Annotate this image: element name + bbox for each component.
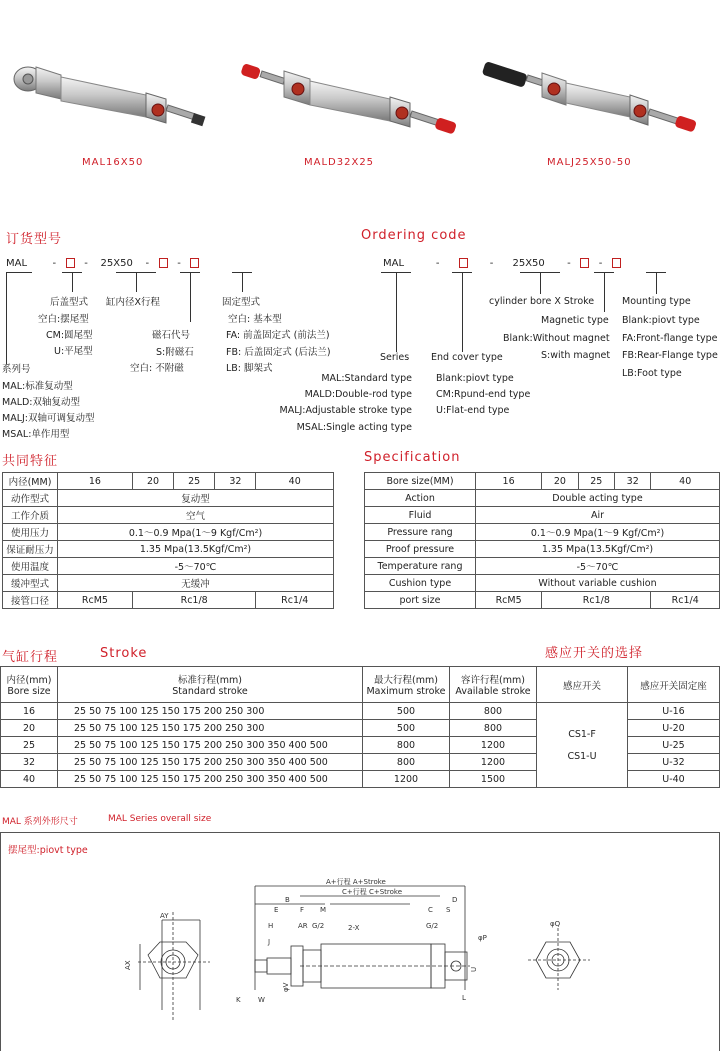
cn-end-cover-item: CM:圆尾型 xyxy=(46,330,93,341)
en-end-cover-title: End cover type xyxy=(431,352,503,363)
en-series-item: MALD:Double-rod type xyxy=(304,389,412,400)
spec-en-table xyxy=(364,472,720,609)
cn-series-item: MALJ:双轴可调复动型 xyxy=(2,413,95,424)
dim-f: F xyxy=(300,906,305,914)
spec-en-value: Double acting type xyxy=(476,490,720,507)
dim-l: L xyxy=(462,994,466,1002)
spec-cn-port: RcM5 xyxy=(58,592,133,609)
dim-g2: G/2 xyxy=(312,922,325,930)
row-max: 500 xyxy=(363,720,450,737)
spec-cn-label: 使用温度 xyxy=(3,558,58,575)
dim-w: W xyxy=(258,996,265,1004)
spec-en-title: Specification xyxy=(364,450,461,465)
right-end-view xyxy=(528,928,590,990)
cn-series-item: MAL:标准复动型 xyxy=(2,381,73,392)
row-mount: U-40 xyxy=(628,771,720,788)
spec-cn-value: 1.35 Mpa(13.5Kgf/Cm²) xyxy=(58,541,334,558)
switch-title: 感应开关的选择 xyxy=(545,646,644,661)
spec-en-value: 0.1～0.9 Mpa(1～9 Kgf/Cm²) xyxy=(476,524,720,541)
h-std: 标准行程(mm) Standard stroke xyxy=(58,667,363,703)
dim-d: D xyxy=(452,896,458,904)
spec-cn-head: 内径(MM) xyxy=(3,473,58,490)
spec-en-value: 1.35 Mpa(13.5Kgf/Cm²) xyxy=(476,541,720,558)
stroke-table xyxy=(0,666,720,788)
cn-series-item: MSAL:单作用型 xyxy=(2,429,70,440)
spec-cn-label: 动作型式 xyxy=(3,490,58,507)
en-mount-item: Blank:piovt type xyxy=(622,315,700,326)
spec-en-value: Air xyxy=(476,507,720,524)
spec-cn-head: 40 xyxy=(256,473,334,490)
stroke-title-cn: 气缸行程 xyxy=(2,650,59,665)
dim-b: B xyxy=(285,896,290,904)
cn-mount-item: LB: 脚架式 xyxy=(226,363,273,374)
spec-cn-label: 使用压力 xyxy=(3,524,58,541)
spec-cn-head: 16 xyxy=(58,473,133,490)
spec-cn-port: Rc1/8 xyxy=(132,592,256,609)
en-magnet-title: Magnetic type xyxy=(541,315,609,326)
dims-title-en: MAL Series overall size xyxy=(108,814,212,824)
row-std: 25 50 75 100 125 150 175 200 250 300 xyxy=(58,703,363,720)
row-bore: 16 xyxy=(1,703,58,720)
spec-en-port: Rc1/8 xyxy=(542,592,651,609)
dim-s: S xyxy=(446,906,451,914)
row-avail: 800 xyxy=(450,703,537,720)
spec-cn-value: 复动型 xyxy=(58,490,334,507)
spec-en-value: -5～70℃ xyxy=(476,558,720,575)
dim-u: U xyxy=(470,966,478,972)
ordering-cn-code: MAL - - 25X50 - - xyxy=(6,258,199,269)
cn-mount-item: FB: 后盖固定式 (后法兰) xyxy=(226,347,331,358)
dim-g2-b: G/2 xyxy=(426,922,439,930)
row-bore: 32 xyxy=(1,754,58,771)
spec-cn-head: 32 xyxy=(215,473,256,490)
spec-en-value: Without variable cushion xyxy=(476,575,720,592)
row-mount: U-32 xyxy=(628,754,720,771)
row-mount: U-20 xyxy=(628,720,720,737)
spec-cn-table xyxy=(2,472,334,609)
cn-magnet-title: 磁石代号 xyxy=(152,330,191,341)
row-max: 500 xyxy=(363,703,450,720)
switch-cell: CS1-F CS1-U xyxy=(537,703,628,788)
cn-end-cover-title: 后盖型式 xyxy=(50,297,89,308)
cn-magnet-item: 空白: 不附磁 xyxy=(130,363,184,374)
spec-cn-value: 无缓冲 xyxy=(58,575,334,592)
dims-title-cn: MAL 系列外形尺寸 xyxy=(2,817,78,827)
row-bore: 20 xyxy=(1,720,58,737)
spec-en-label: Fluid xyxy=(365,507,476,524)
dims-subtitle: 摆尾型:piovt type xyxy=(8,845,88,856)
product-caption-2: MALD32X25 xyxy=(304,157,375,168)
spec-en-port: RcM5 xyxy=(476,592,542,609)
row-std: 25 50 75 100 125 150 175 200 250 300 xyxy=(58,720,363,737)
row-max: 800 xyxy=(363,754,450,771)
row-bore: 40 xyxy=(1,771,58,788)
en-end-cover-item: CM:Rpund-end type xyxy=(436,389,531,400)
en-mount-item: LB:Foot type xyxy=(622,368,682,379)
dim-cc: C xyxy=(428,906,433,914)
spec-en-port: Rc1/4 xyxy=(651,592,720,609)
spec-en-head: 20 xyxy=(542,473,578,490)
en-magnet-item: Blank:Without magnet xyxy=(503,333,610,344)
en-series-item: MALJ:Adjustable stroke type xyxy=(279,405,412,416)
spec-en-label: Cushion type xyxy=(365,575,476,592)
ordering-en-title: Ordering code xyxy=(361,228,467,243)
dim-h: H xyxy=(268,922,274,930)
dim-a: A+行程 A+Stroke xyxy=(326,878,386,886)
h-max: 最大行程(mm) Maximum stroke xyxy=(363,667,450,703)
dim-2x: 2-X xyxy=(348,924,360,932)
dim-j: J xyxy=(268,938,271,946)
spec-cn-label: 缓冲型式 xyxy=(3,575,58,592)
h-mount: 感应开关固定座 xyxy=(628,667,720,703)
spec-cn-value: 空气 xyxy=(58,507,334,524)
spec-en-head: 32 xyxy=(615,473,651,490)
en-mount-title: Mounting type xyxy=(622,296,691,307)
spec-en-label: Action xyxy=(365,490,476,507)
spec-cn-port: Rc1/4 xyxy=(256,592,334,609)
dim-p: φP xyxy=(478,934,487,942)
product-photo-2 xyxy=(240,55,470,135)
row-avail: 1200 xyxy=(450,754,537,771)
row-std: 25 50 75 100 125 150 175 200 250 300 350 400 500 xyxy=(58,737,363,754)
row-max: 800 xyxy=(363,737,450,754)
cn-mount-item: 空白: 基本型 xyxy=(228,314,282,325)
spec-en-label: Temperature rang xyxy=(365,558,476,575)
spec-en-label: port size xyxy=(365,592,476,609)
row-max: 1200 xyxy=(363,771,450,788)
row-mount: U-25 xyxy=(628,737,720,754)
h-avail: 容许行程(mm) Available stroke xyxy=(450,667,537,703)
en-end-cover-item: U:Flat-end type xyxy=(436,405,510,416)
left-end-view xyxy=(138,912,210,1020)
spec-cn-label: 工作介质 xyxy=(3,507,58,524)
cn-series-item: MALD:双轴复动型 xyxy=(2,397,81,408)
dim-k: K xyxy=(236,996,241,1004)
row-avail: 1500 xyxy=(450,771,537,788)
cn-bore-stroke-title: 缸内径X行程 xyxy=(106,297,161,308)
dim-q: φQ xyxy=(550,920,561,928)
ordering-en-code: MAL - - 25X50 - - xyxy=(383,258,621,269)
row-mount: U-16 xyxy=(628,703,720,720)
dim-ar: AR xyxy=(298,922,308,930)
row-avail: 800 xyxy=(450,720,537,737)
cn-end-cover-item: 空白:摆尾型 xyxy=(38,314,89,325)
spec-cn-head: 25 xyxy=(174,473,215,490)
dim-ax: AX xyxy=(124,960,132,970)
h-bore: 内径(mm) Bore size xyxy=(1,667,58,703)
dim-c: C+行程 C+Stroke xyxy=(342,888,403,896)
stroke-title-en: Stroke xyxy=(100,646,148,661)
spec-en-head: 25 xyxy=(578,473,614,490)
en-mount-item: FA:Front-flange type xyxy=(622,333,718,344)
cn-mount-item: FA: 前盖固定式 (前法兰) xyxy=(226,330,330,341)
spec-cn-value: 0.1～0.9 Mpa(1～9 Kgf/Cm²) xyxy=(58,524,334,541)
row-bore: 25 xyxy=(1,737,58,754)
spec-en-head: 40 xyxy=(651,473,720,490)
row-std: 25 50 75 100 125 150 175 200 250 300 350 400 500 xyxy=(58,754,363,771)
en-bore-stroke-title: cylinder bore X Stroke xyxy=(489,296,595,307)
dim-v: φV xyxy=(282,982,290,992)
spec-cn-title: 共同特征 xyxy=(2,454,59,469)
dim-ay: AY xyxy=(160,912,169,920)
dim-e: E xyxy=(274,906,279,914)
product-photo-1 xyxy=(6,55,216,135)
spec-cn-label: 接管口径 xyxy=(3,592,58,609)
spec-en-label: Pressure rang xyxy=(365,524,476,541)
product-caption-1: MAL16X50 xyxy=(82,157,144,168)
cn-end-cover-item: U:平尾型 xyxy=(54,346,93,357)
row-avail: 1200 xyxy=(450,737,537,754)
en-mount-item: FB:Rear-Flange type xyxy=(622,350,718,361)
spec-cn-label: 保证耐压力 xyxy=(3,541,58,558)
ordering-cn-title: 订货型号 xyxy=(6,232,63,247)
dimension-drawing xyxy=(0,860,718,1050)
dim-m: M xyxy=(320,906,327,914)
spec-en-head: Bore size(MM) xyxy=(365,473,476,490)
product-photo-3 xyxy=(480,55,715,135)
en-series-title: Series xyxy=(380,352,410,363)
spec-en-head: 16 xyxy=(476,473,542,490)
en-magnet-item: S:with magnet xyxy=(541,350,611,361)
h-switch: 感应开关 xyxy=(537,667,628,703)
cn-mount-title: 固定型式 xyxy=(222,297,261,308)
cn-series-title: 系列号 xyxy=(2,364,31,375)
row-std: 25 50 75 100 125 150 175 200 250 300 350 400 500 xyxy=(58,771,363,788)
en-end-cover-item: Blank:piovt type xyxy=(436,373,514,384)
spec-cn-value: -5～70℃ xyxy=(58,558,334,575)
cn-magnet-item: S:附磁石 xyxy=(156,347,194,358)
spec-cn-head: 20 xyxy=(132,473,173,490)
product-caption-3: MALJ25X50-50 xyxy=(547,157,632,168)
en-series-item: MSAL:Single acting type xyxy=(296,422,412,433)
en-series-item: MAL:Standard type xyxy=(321,373,412,384)
spec-en-label: Proof pressure xyxy=(365,541,476,558)
